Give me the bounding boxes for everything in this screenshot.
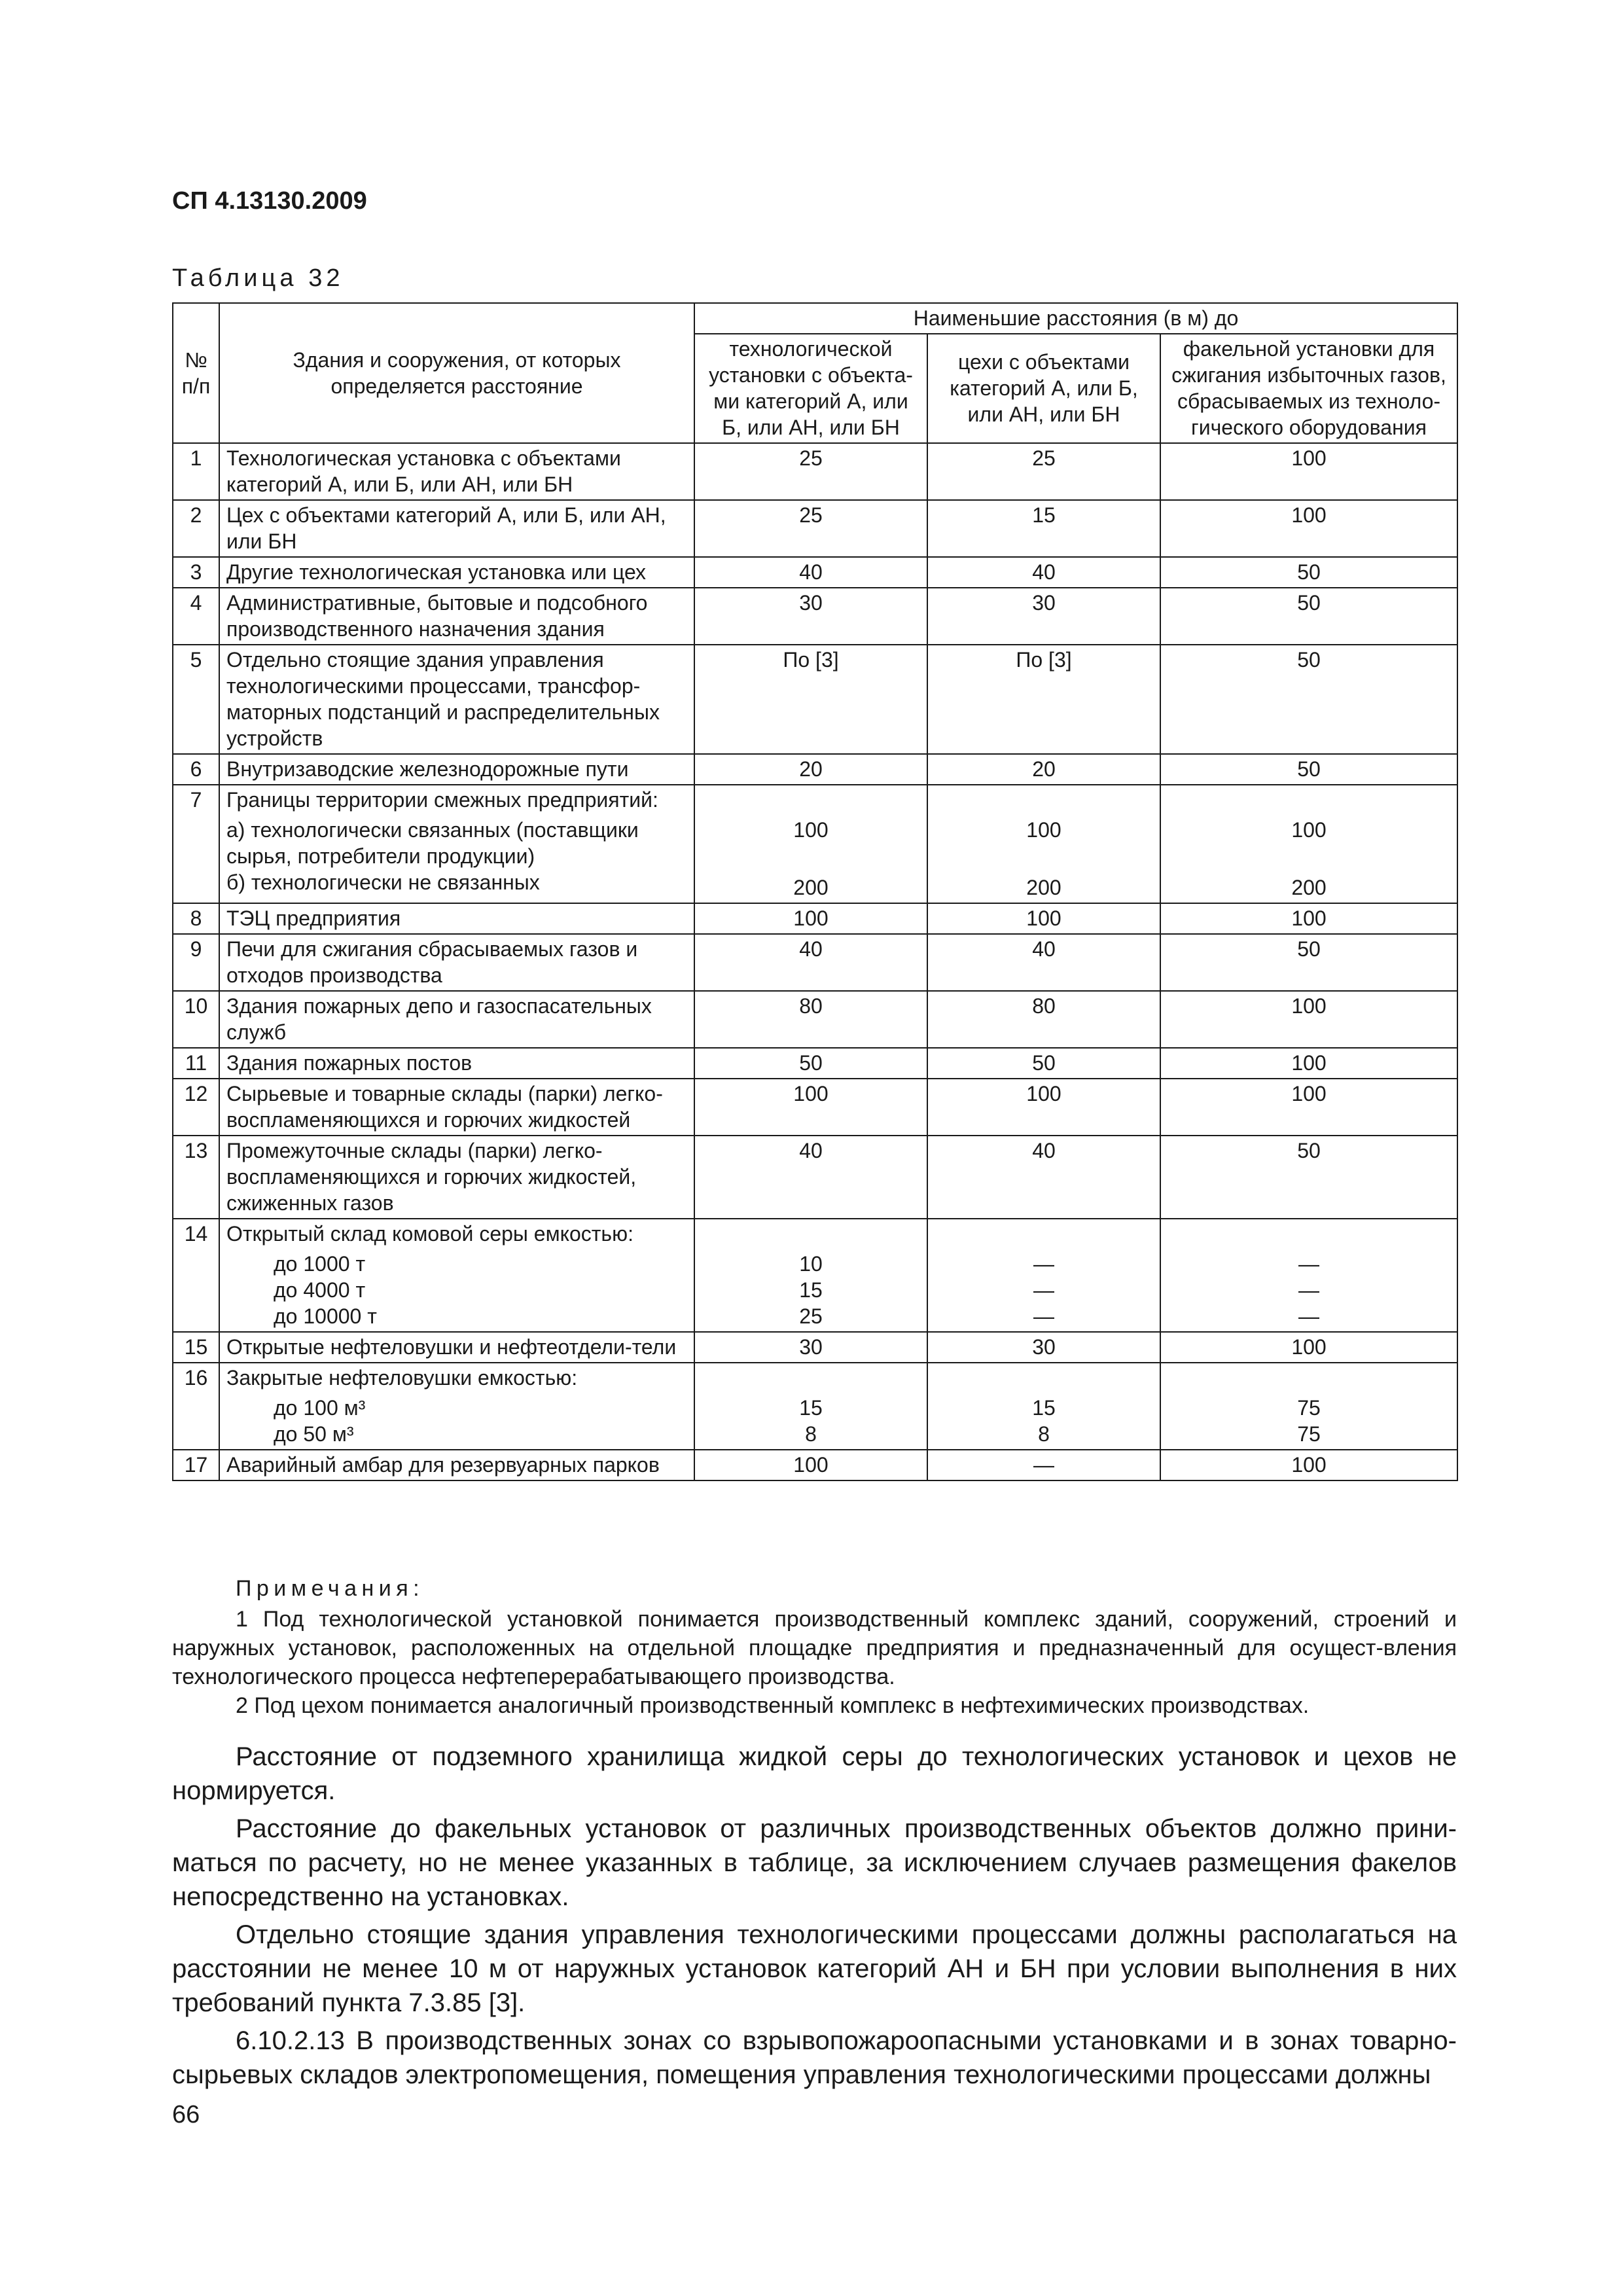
value-cell: 20 [694, 754, 927, 785]
sub-value: 100 [1291, 818, 1327, 842]
row-number: 10 [173, 991, 219, 1048]
value-cell: 40 [927, 557, 1160, 588]
row-name: Внутризаводские железнодорожные пути [219, 754, 694, 785]
distance-table [172, 302, 1458, 1481]
row-number: 8 [173, 903, 219, 934]
paragraph: Расстояние до факельных установок от различных производственных объектов должно прини-маться по расчету, но не менее указанных в таблице, за исключением случаев размещения факелов непосредственно на установках. [172, 1814, 1457, 1911]
value-cell: 40 [694, 1136, 927, 1219]
value-cell: 100 [1160, 1048, 1457, 1079]
row-number: 16 [173, 1363, 219, 1450]
value-cell: 50 [694, 1048, 927, 1079]
value-cell: 50 [1160, 557, 1457, 588]
paragraph: Отдельно стоящие здания управления технологическими процессами должны располагаться на расстоянии не менее 10 м от наружных установок категорий АН и БН при условии выполнения в них требований пункта 7.3.85 [3]. [172, 1920, 1457, 2017]
table-row [173, 1219, 1457, 1332]
value-cell: 30 [694, 588, 927, 645]
value-cell: 40 [694, 557, 927, 588]
sub-value: — [1298, 1304, 1319, 1328]
sub-value: 75 [1297, 1422, 1321, 1446]
value-cell [694, 785, 927, 903]
row-name [219, 1363, 694, 1450]
sub-value: 100 [1026, 818, 1061, 842]
sub-value: 15 [799, 1396, 823, 1420]
value-cell: По [3] [927, 645, 1160, 754]
value-cell: 40 [927, 1136, 1160, 1219]
row-number: 4 [173, 588, 219, 645]
table-row [173, 443, 1457, 500]
table-row [173, 1048, 1457, 1079]
sub-value: 75 [1297, 1396, 1321, 1420]
value-cell: 80 [927, 991, 1160, 1048]
sub-item-name: до 50 м³ [274, 1422, 354, 1446]
value-cell: 50 [1160, 754, 1457, 785]
row-name: Сырьевые и товарные склады (парки) легко-воспламеняющихся и горючих жидкостей [219, 1079, 694, 1136]
row-number: 15 [173, 1332, 219, 1363]
paragraph: 6.10.2.13 В производственных зонах со взрывопожароопасными установками и в зонах товарно-сырьевых складов электропомещения, помещения управления технологическими процессами должны [172, 2026, 1457, 2089]
header-col1: технологической установки с объекта-ми категорий А, или Б, или АН, или БН [694, 334, 927, 443]
table-row [173, 934, 1457, 991]
value-cell: 30 [927, 588, 1160, 645]
row-name: Аварийный амбар для резервуарных парков [219, 1450, 694, 1480]
document-code: СП 4.13130.2009 [172, 187, 367, 215]
value-cell [927, 785, 1160, 903]
header-col2: цехи с объектами категорий А, или Б, или АН, или БН [927, 334, 1160, 443]
row-number: 6 [173, 754, 219, 785]
table-row [173, 1079, 1457, 1136]
table-row [173, 1363, 1457, 1450]
table-row [173, 1332, 1457, 1363]
page-number: 66 [172, 2101, 200, 2128]
row-name: Отдельно стоящие здания управления технологическими процессами, трансфор-маторных подстанций и распределительных устройств [219, 645, 694, 754]
table-row [173, 991, 1457, 1048]
table-row [173, 557, 1457, 588]
value-cell [694, 1363, 927, 1450]
sub-value: — [1033, 1252, 1054, 1276]
header-col3: факельной установки для сжигания избыточных газов, сбрасываемых из техноло-гического оборудования [1160, 334, 1457, 443]
value-cell: 20 [927, 754, 1160, 785]
row-number: 3 [173, 557, 219, 588]
table-row [173, 903, 1457, 934]
sub-item-name: до 1000 т [274, 1252, 366, 1276]
value-cell: По [3] [694, 645, 927, 754]
value-cell: 15 [927, 500, 1160, 557]
value-cell: 50 [1160, 588, 1457, 645]
value-cell: 40 [694, 934, 927, 991]
sub-value: 200 [1026, 876, 1061, 899]
sub-value: 200 [793, 876, 829, 899]
table-row [173, 1136, 1457, 1219]
sub-item-name: до 10000 т [274, 1304, 377, 1328]
row-name: Открытые нефтеловушки и нефтеотдели-тели [219, 1332, 694, 1363]
value-cell: 100 [694, 903, 927, 934]
notes [172, 1605, 1457, 1720]
sub-value: 100 [793, 818, 829, 842]
row-number: 13 [173, 1136, 219, 1219]
row-name-main: Границы территории смежных предприятий: [226, 788, 658, 812]
row-number: 9 [173, 934, 219, 991]
row-name [219, 785, 694, 903]
value-cell: — [927, 1450, 1160, 1480]
row-name: ТЭЦ предприятия [219, 903, 694, 934]
value-cell: 100 [1160, 991, 1457, 1048]
value-cell: 100 [1160, 903, 1457, 934]
value-cell [927, 1219, 1160, 1332]
value-cell: 100 [1160, 500, 1457, 557]
table-row [173, 500, 1457, 557]
paragraph: Расстояние от подземного хранилища жидкой серы до технологических установок и цехов не нормируется. [172, 1742, 1457, 1805]
note-2: 2 Под цехом понимается аналогичный производственный комплекс в нефтехимических производствах. [236, 1693, 1310, 1718]
value-cell: 100 [1160, 1079, 1457, 1136]
header-group: Наименьшие расстояния (в м) до [694, 303, 1457, 334]
sub-item-name: до 4000 т [274, 1278, 366, 1302]
value-cell: 50 [1160, 934, 1457, 991]
sub-value: 25 [799, 1304, 823, 1328]
row-name: Печи для сжигания сбрасываемых газов и отходов производства [219, 934, 694, 991]
value-cell: 100 [1160, 1450, 1457, 1480]
row-name [219, 1219, 694, 1332]
value-cell: 30 [927, 1332, 1160, 1363]
row-name: Административные, бытовые и подсобного производственного назначения здания [219, 588, 694, 645]
table-row [173, 645, 1457, 754]
sub-value: 8 [1038, 1422, 1050, 1446]
value-cell: 100 [927, 1079, 1160, 1136]
table-caption: Таблица 32 [172, 264, 344, 292]
table-row [173, 1450, 1457, 1480]
value-cell [694, 1219, 927, 1332]
value-cell: 80 [694, 991, 927, 1048]
value-cell [1160, 1363, 1457, 1450]
row-name: Здания пожарных постов [219, 1048, 694, 1079]
value-cell: 50 [1160, 1136, 1457, 1219]
value-cell [1160, 1219, 1457, 1332]
value-cell: 100 [927, 903, 1160, 934]
sub-value: — [1033, 1278, 1054, 1302]
value-cell: 25 [927, 443, 1160, 500]
header-num: № п/п [173, 303, 219, 443]
value-cell: 50 [1160, 645, 1457, 754]
sub-value: — [1298, 1252, 1319, 1276]
row-number: 7 [173, 785, 219, 903]
body-text [172, 1740, 1457, 2096]
sub-value: — [1033, 1304, 1054, 1328]
value-cell: 100 [694, 1450, 927, 1480]
header-name: Здания и сооружения, от которых определяется расстояние [219, 303, 694, 443]
sub-item-name: до 100 м³ [274, 1396, 366, 1420]
row-number: 17 [173, 1450, 219, 1480]
sub-value: 15 [1032, 1396, 1056, 1420]
notes-title: Примечания: [236, 1576, 425, 1601]
value-cell [1160, 785, 1457, 903]
row-name: Здания пожарных депо и газоспасательных служб [219, 991, 694, 1048]
value-cell: 25 [694, 443, 927, 500]
row-number: 12 [173, 1079, 219, 1136]
sub-value: 15 [799, 1278, 823, 1302]
row-number: 5 [173, 645, 219, 754]
row-name: Промежуточные склады (парки) легко-воспламеняющихся и горючих жидкостей, сжиженных газов [219, 1136, 694, 1219]
value-cell: 50 [927, 1048, 1160, 1079]
sub-item-name: б) технологически не связанных [226, 870, 540, 894]
table-header-row [173, 303, 1457, 334]
value-cell: 40 [927, 934, 1160, 991]
row-number: 2 [173, 500, 219, 557]
value-cell [927, 1363, 1160, 1450]
row-number: 14 [173, 1219, 219, 1332]
sub-value: 10 [799, 1252, 823, 1276]
value-cell: 25 [694, 500, 927, 557]
sub-value: 8 [805, 1422, 817, 1446]
value-cell: 100 [694, 1079, 927, 1136]
table-row [173, 588, 1457, 645]
sub-value: 200 [1291, 876, 1327, 899]
row-name: Другие технологическая установка или цех [219, 557, 694, 588]
row-number: 11 [173, 1048, 219, 1079]
row-name: Технологическая установка с объектами категорий А, или Б, или АН, или БН [219, 443, 694, 500]
table-row [173, 754, 1457, 785]
sub-value: — [1298, 1278, 1319, 1302]
value-cell: 30 [694, 1332, 927, 1363]
value-cell: 100 [1160, 1332, 1457, 1363]
row-name: Цех с объектами категорий А, или Б, или АН, или БН [219, 500, 694, 557]
sub-item-name: а) технологически связанных (поставщики сырья, потребители продукции) [226, 818, 639, 868]
row-name-main: Открытый склад комовой серы емкостью: [226, 1222, 633, 1246]
value-cell: 100 [1160, 443, 1457, 500]
table-row [173, 785, 1457, 903]
row-number: 1 [173, 443, 219, 500]
row-name-main: Закрытые нефтеловушки емкостью: [226, 1366, 578, 1390]
note-1: 1 Под технологической установкой понимается производственный комплекс зданий, сооружений, строений и наружных установок, расположенных на отдельной площадке предприятия и предназначенный для осущест-вления технологического процесса нефтеперерабатывающего производства. [172, 1607, 1457, 1689]
